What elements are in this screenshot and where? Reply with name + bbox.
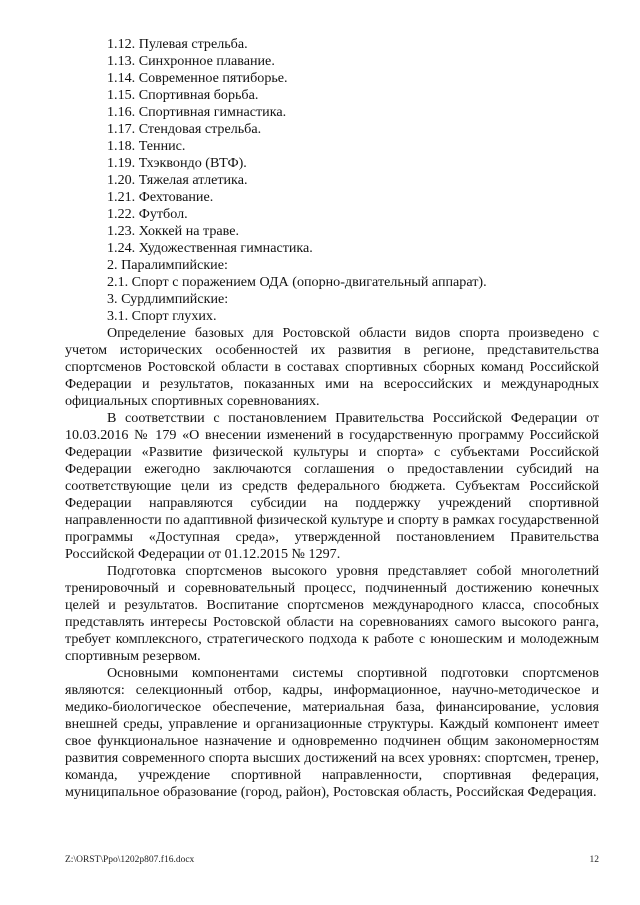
list-item: 1.13. Синхронное плавание. (107, 53, 275, 69)
paragraph: Подготовка спортсменов высокого уровня представляет собой многолетний тренировочный и соревновательный процесс, подчиненный достижению конечных целей и результатов. Воспитание спортсменов международного класса, способных представлять интересы Ростовской области на соревнованиях самого высокого ранга, требует комплексного, стратегического подхода к работе с юношеским и молодежным спортивным резервом. (65, 563, 599, 664)
list-item: 1.19. Тхэквондо (ВТФ). (107, 155, 247, 171)
list-item: 3.1. Спорт глухих. (107, 308, 217, 324)
list-item: 1.17. Стендовая стрельба. (107, 121, 262, 137)
footer-file-path: Z:\ORST\Ppo\1202p807.f16.docx (65, 855, 195, 865)
list-item: 1.23. Хоккей на траве. (107, 223, 240, 239)
list-item: 1.16. Спортивная гимнастика. (107, 104, 287, 120)
document-body (65, 36, 599, 801)
list-item: 1.20. Тяжелая атлетика. (107, 172, 248, 188)
paragraph: В соответствии с постановлением Правительства Российской Федерации от 10.03.2016 № 179 «О внесении изменений в государственную программу Российской Федерации «Развитие физической культуры и спорта» с субъектами Российской Федерации ежегодно заключаются соглашения о предоставлении субсидий на соответствующие цели из средств федерального бюджета. Субъектам Российской Федерации направляются субсидии на поддержку учреждений спортивной направленности по адаптивной физической культуре и спорту в рамках государственной программы «Доступная среда», утвержденной постановлением Правительства Российской Федерации от 01.12.2015 № 1297. (65, 410, 599, 562)
list-item: 1.18. Теннис. (107, 138, 186, 154)
page-number: 12 (589, 855, 599, 865)
list-item: 2.1. Спорт с поражением ОДА (опорно-двигательный аппарат). (107, 274, 487, 290)
list-heading: 2. Паралимпийские: (107, 257, 228, 273)
paragraph: Определение базовых для Ростовской области видов спорта произведено с учетом исторических особенностей их развития в регионе, представительства спортсменов Ростовской области в составах спортивных сборных команд Российской Федерации и результатов, показанных ими на всероссийских и международных официальных спортивных соревнованиях. (65, 325, 599, 409)
list-item: 1.24. Художественная гимнастика. (107, 240, 313, 256)
sport-list (65, 36, 599, 325)
list-item: 1.21. Фехтование. (107, 189, 214, 205)
list-heading: 3. Сурдлимпийские: (107, 291, 229, 307)
list-item: 1.22. Футбол. (107, 206, 188, 222)
list-item: 1.15. Спортивная борьба. (107, 87, 259, 103)
list-item: 1.12. Пулевая стрельба. (107, 36, 248, 52)
list-item: 1.14. Современное пятиборье. (107, 70, 288, 86)
paragraph: Основными компонентами системы спортивной подготовки спортсменов являются: селекционный отбор, кадры, информационное, научно-методическое и медико-биологическое обеспечение, материальная база, финансирование, условия внешней среды, управление и организационные структуры. Каждый компонент имеет свое функциональное назначение и одновременно подчинен общим закономерностям развития современного спорта высших достижений на всех уровнях: спортсмен, тренер, команда, учреждение спортивной направленности, спортивная федерация, муниципальное образование (город, район), Ростовская область, Российская Федерация. (65, 665, 599, 800)
